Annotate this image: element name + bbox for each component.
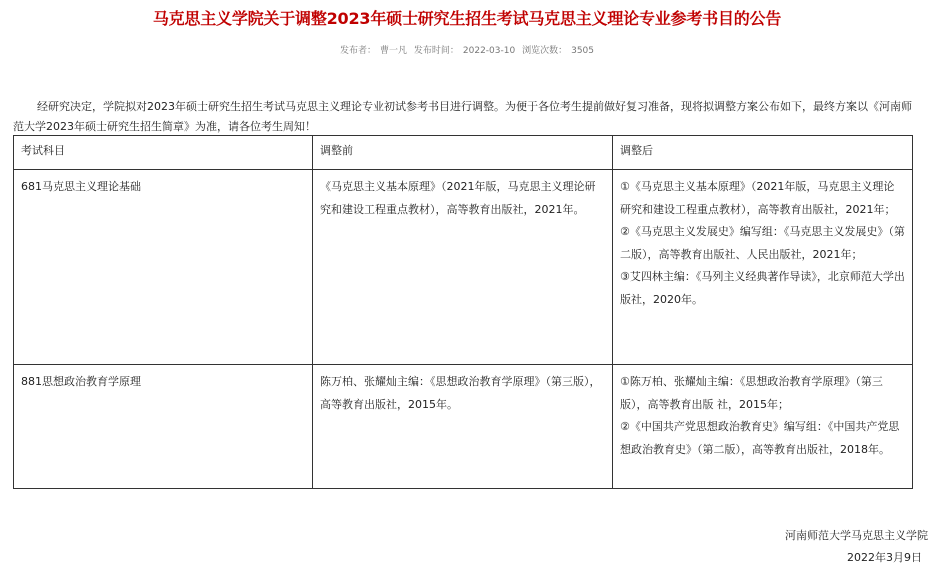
publisher-label: 发布者： xyxy=(339,46,376,56)
table-row xyxy=(14,365,913,489)
footer-organization: 河南师范大学马克思主义学院 xyxy=(785,529,928,542)
page-title: 马克思主义学院关于调整2023年硕士研究生招生考试马克思主义理论专业参考书目的公告 xyxy=(152,9,782,28)
intro-section xyxy=(13,97,921,137)
table-row xyxy=(14,170,913,365)
cell-subject: 881思想政治教育学原理 xyxy=(14,365,313,489)
article-meta xyxy=(0,43,934,56)
cell-subject: 681马克思主义理论基础 xyxy=(14,170,313,365)
publish-time-label: 发布时间： xyxy=(413,46,459,56)
cell-before: 《马克思主义基本原理》（2021年版，马克思主义理论研究和建设工程重点教材），高等教育出版社，2021年。 xyxy=(313,170,613,365)
publish-time: 2022-03-10 xyxy=(462,46,516,56)
table-header-row xyxy=(14,136,913,170)
after-item: ②《中国共产党思想政治教育史》编写组：《中国共产党思想政治教育史》（第二版），高等教育出版社，2018年。 xyxy=(620,420,900,456)
header-after: 调整后 xyxy=(613,136,913,170)
after-item: ①《马克思主义基本原理》（2021年版，马克思主义理论研究和建设工程重点教材），高等教育出版社，2021年； xyxy=(620,180,896,216)
views-label: 浏览次数： xyxy=(522,46,568,56)
cell-after xyxy=(613,170,913,365)
cell-before: 陈万柏、张耀灿主编：《思想政治教育学原理》（第三版），高等教育出版社，2015年。 xyxy=(313,365,613,489)
footer-date: 2022年3月9日 xyxy=(847,551,922,564)
intro-paragraph: 经研究决定，学院拟对2023年硕士研究生招生考试马克思主义理论专业初试参考书目进行调整。为便于各位考生提前做好复习准备，现将拟调整方案公布如下，最终方案以《河南师范大学2023年硕士研究生招生简章》为准，请各位考生周知！ xyxy=(13,100,912,133)
booklist-table xyxy=(13,135,913,489)
after-item: ①陈万柏、张耀灿主编：《思想政治教育学原理》（第三版），高等教育出版 社，2015年； xyxy=(620,375,883,411)
after-item: ③艾四林主编：《马列主义经典著作导读》，北京师范大学出版社，2020年。 xyxy=(620,270,905,306)
publisher-name: 曹一凡 xyxy=(380,46,408,56)
header-subject: 考试科目 xyxy=(14,136,313,170)
cell-after xyxy=(613,365,913,489)
after-item: ②《马克思主义发展史》编写组：《马克思主义发展史》（第二版），高等教育出版社、人民出版社，2021年； xyxy=(620,225,905,261)
views-count: 3505 xyxy=(571,46,595,56)
header-before: 调整前 xyxy=(313,136,613,170)
